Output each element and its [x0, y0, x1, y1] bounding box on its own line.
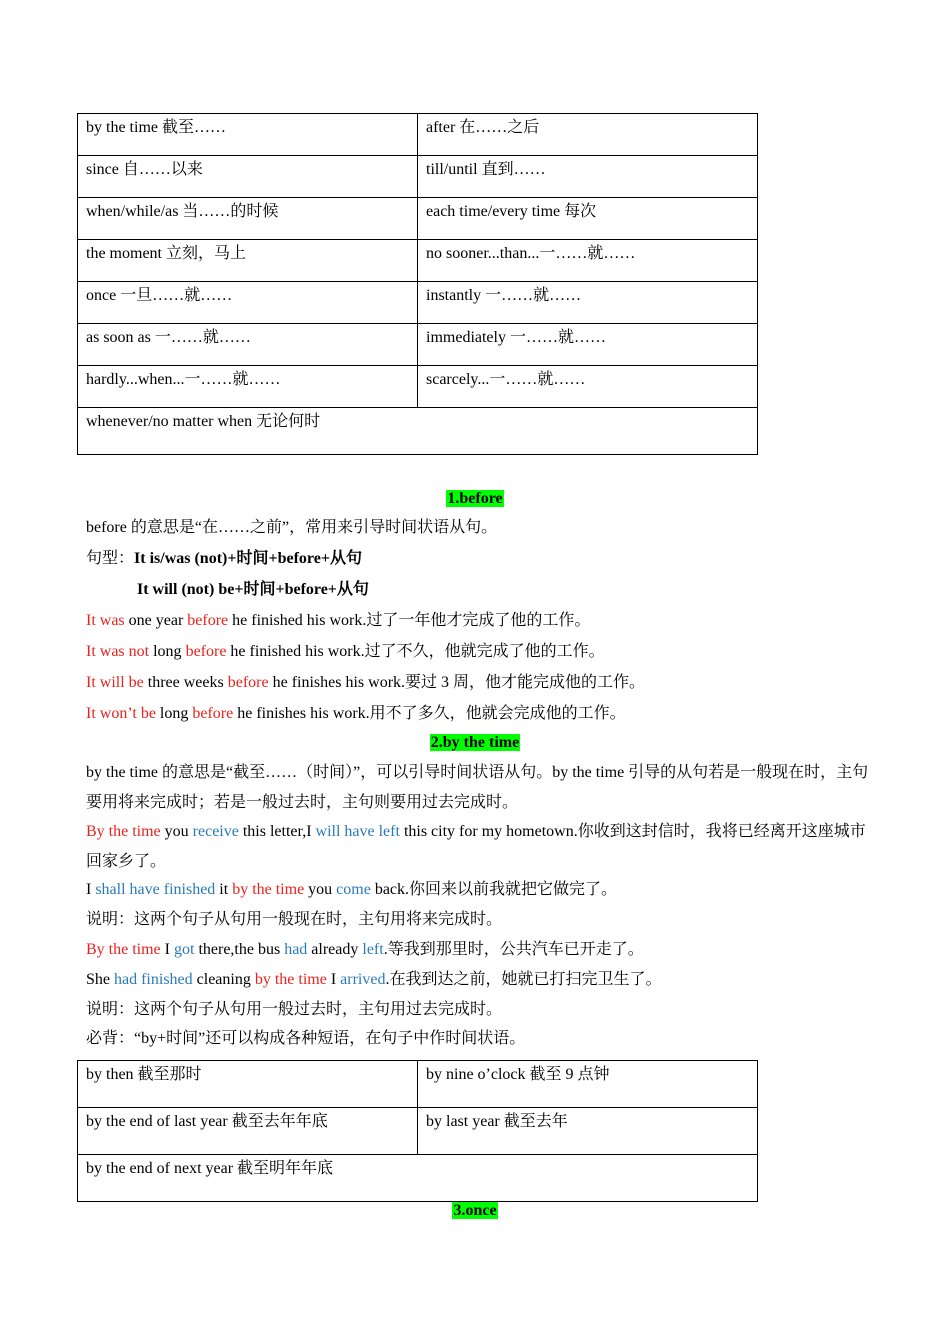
section-heading-once: 3.once: [453, 1202, 497, 1219]
pattern-line: It will (not) be+时间+before+从句: [137, 581, 369, 598]
table-cell: whenever/no matter when 无论何时: [78, 408, 758, 455]
table-cell: by the end of next year 截至明年年底: [78, 1155, 758, 1202]
conjunction-table: [77, 113, 758, 455]
table-cell: once 一旦……就……: [78, 282, 418, 324]
by-time-phrase-table: [77, 1060, 758, 1202]
note-text: 说明：这两个句子从句用一般过去时，主句用过去完成时。: [86, 1001, 503, 1018]
table-row: [78, 366, 758, 408]
table-row: [78, 156, 758, 198]
example-sentence: It won’t be long before he finishes his work.用不了多久，他就会完成他的工作。: [86, 705, 626, 722]
table-cell: each time/every time 每次: [418, 198, 758, 240]
table-cell: since 自……以来: [78, 156, 418, 198]
note-text: 说明：这两个句子从句用一般现在时，主句用将来完成时。: [86, 911, 503, 928]
intro-text: by the time 的意思是“截至……（时间）”，可以引导时间状语从句。by the time 引导的从句若是一般现在时，主句要用将来完成时；若是一般过去时，主句则要用过去完成时。: [86, 764, 869, 811]
example-sentence: By the time I got there,the bus had already left.等我到那里时，公共汽车已开走了。: [86, 941, 644, 958]
table-row: [78, 1108, 758, 1155]
table-row: [78, 198, 758, 240]
table-cell: after 在……之后: [418, 114, 758, 156]
note-text: 必背：“by+时间”还可以构成各种短语，在句子中作时间状语。: [86, 1030, 526, 1047]
table-cell: instantly 一……就……: [418, 282, 758, 324]
table-row: [78, 324, 758, 366]
table-cell: immediately 一……就……: [418, 324, 758, 366]
example-sentence: By the time you receive this letter,I will have left this city for my hometown.你收到这封信时，我将已经离开这座城市回家乡了。: [86, 823, 866, 870]
table-cell: by then 截至那时: [78, 1061, 418, 1108]
table-cell: till/until 直到……: [418, 156, 758, 198]
table-cell: by the time 截至……: [78, 114, 418, 156]
table-cell: hardly...when...一……就……: [78, 366, 418, 408]
intro-text: before 的意思是“在……之前”，常用来引导时间状语从句。: [86, 519, 498, 536]
table-cell: by the end of last year 截至去年年底: [78, 1108, 418, 1155]
section-heading-by-the-time: 2.by the time: [430, 734, 520, 751]
table-cell: by nine o’clock 截至 9 点钟: [418, 1061, 758, 1108]
table-cell: as soon as 一……就……: [78, 324, 418, 366]
table-row: [78, 408, 758, 455]
section-heading-before: 1.before: [447, 490, 503, 507]
example-sentence: She had finished cleaning by the time I arrived.在我到达之前，她就已打扫完卫生了。: [86, 971, 662, 988]
example-sentence: It was one year before he finished his work.过了一年他才完成了他的工作。: [86, 612, 591, 629]
table-cell: when/while/as 当……的时候: [78, 198, 418, 240]
table-row: [78, 114, 758, 156]
table-row: [78, 240, 758, 282]
table-cell: scarcely...一……就……: [418, 366, 758, 408]
table-cell: by last year 截至去年: [418, 1108, 758, 1155]
example-sentence: It was not long before he finished his work.过了不久，他就完成了他的工作。: [86, 643, 605, 660]
table-cell: the moment 立刻，马上: [78, 240, 418, 282]
table-row: [78, 1061, 758, 1108]
table-row: [78, 1155, 758, 1202]
table-cell: no sooner...than...一……就……: [418, 240, 758, 282]
pattern-line: 句型：It is/was (not)+时间+before+从句: [86, 550, 362, 567]
example-sentence: I shall have finished it by the time you come back.你回来以前我就把它做完了。: [86, 881, 618, 898]
example-sentence: It will be three weeks before he finishes his work.要过 3 周，他才能完成他的工作。: [86, 674, 646, 691]
table-row: [78, 282, 758, 324]
